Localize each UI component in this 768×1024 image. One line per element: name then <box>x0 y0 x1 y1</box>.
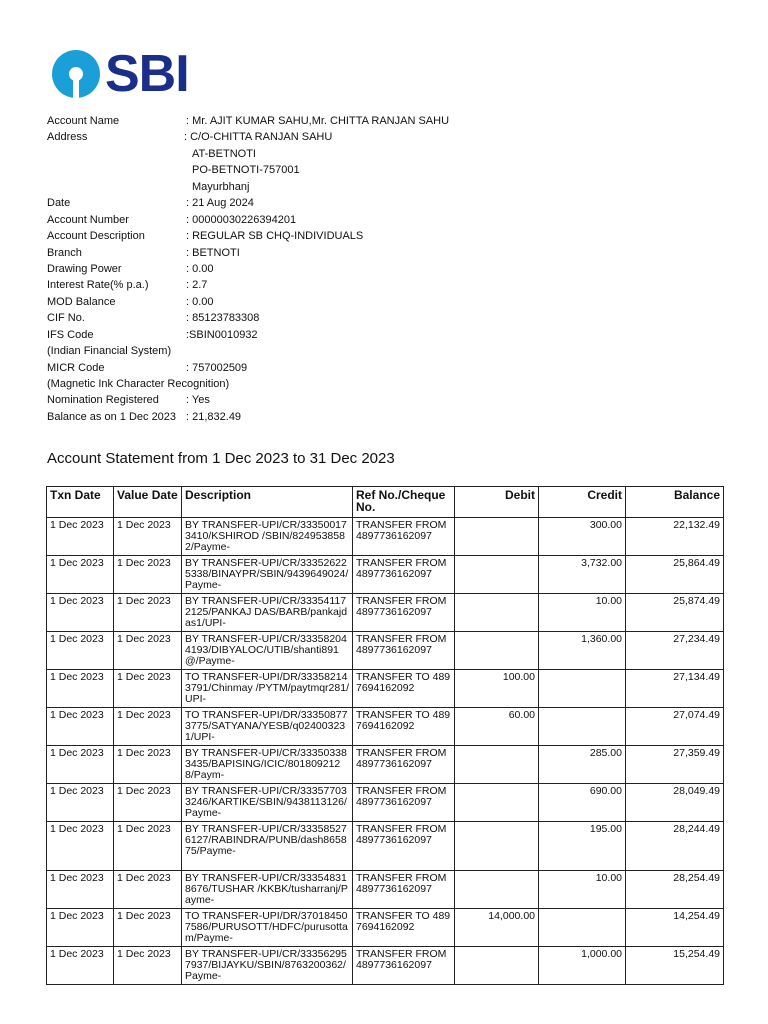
field-label: Account Description <box>47 230 145 243</box>
cell-balance: 28,244.49 <box>626 822 724 871</box>
cell-ref-no: TRANSFER TO 4897694162092 <box>353 670 455 708</box>
cell-value-date: 1 Dec 2023 <box>114 594 182 632</box>
field-value: :SBIN0010932 <box>186 328 258 341</box>
cell-description: BY TRANSFER-UPI/CR/333503383435/BAPISING/ICIC/8018092128/Paym- <box>182 746 353 784</box>
cell-txn-date: 1 Dec 2023 <box>47 556 114 594</box>
cell-credit <box>539 708 626 746</box>
cell-credit: 690.00 <box>539 784 626 822</box>
cell-ref-no: TRANSFER FROM 4897736162097 <box>353 746 455 784</box>
cell-description: BY TRANSFER-UPI/CR/333500173410/KSHIROD /SBIN/8249538582/Payme- <box>182 518 353 556</box>
cell-ref-no: TRANSFER TO 4897694162092 <box>353 708 455 746</box>
cell-txn-date: 1 Dec 2023 <box>47 871 114 909</box>
field-label: MICR Code <box>47 361 105 374</box>
cell-debit: 14,000.00 <box>455 909 539 947</box>
cell-debit: 100.00 <box>455 670 539 708</box>
cell-value-date: 1 Dec 2023 <box>114 708 182 746</box>
col-balance: Balance <box>626 487 724 518</box>
cell-ref-no: TRANSFER FROM 4897736162097 <box>353 784 455 822</box>
sbi-keyhole-icon <box>52 50 100 98</box>
cell-credit <box>539 909 626 947</box>
field-value: : 85123783308 <box>186 312 260 325</box>
cell-txn-date: 1 Dec 2023 <box>47 746 114 784</box>
field-label: Balance as on 1 Dec 2023 <box>47 410 177 423</box>
cell-txn-date: 1 Dec 2023 <box>47 670 114 708</box>
cell-value-date: 1 Dec 2023 <box>114 670 182 708</box>
cell-ref-no: TRANSFER FROM 4897736162097 <box>353 594 455 632</box>
field-value: Mayurbhanj <box>192 180 250 193</box>
field-label: CIF No. <box>47 312 85 325</box>
table-header-row <box>47 487 724 518</box>
cell-description: BY TRANSFER-UPI/CR/333526225338/BINAYPR/SBIN/9439649024/Payme- <box>182 556 353 594</box>
cell-credit: 195.00 <box>539 822 626 871</box>
field-value: : 0.00 <box>186 262 214 275</box>
cell-balance: 25,874.49 <box>626 594 724 632</box>
cell-ref-no: TRANSFER FROM 4897736162097 <box>353 518 455 556</box>
cell-txn-date: 1 Dec 2023 <box>47 518 114 556</box>
field-value: : REGULAR SB CHQ-INDIVIDUALS <box>186 230 364 243</box>
field-value: : 0.00 <box>186 295 214 308</box>
col-value-date: Value Date <box>114 487 182 518</box>
cell-debit <box>455 947 539 985</box>
cell-balance: 27,074.49 <box>626 708 724 746</box>
table-row <box>47 632 724 670</box>
field-value: : 00000030226394201 <box>186 213 297 226</box>
field-value: : 21,832.49 <box>186 410 242 423</box>
cell-ref-no: TRANSFER FROM 4897736162097 <box>353 556 455 594</box>
cell-value-date: 1 Dec 2023 <box>114 822 182 871</box>
field-label: Branch <box>47 246 82 259</box>
cell-txn-date: 1 Dec 2023 <box>47 594 114 632</box>
cell-value-date: 1 Dec 2023 <box>114 947 182 985</box>
field-value: : 21 Aug 2024 <box>186 197 254 210</box>
field-value: : 2.7 <box>186 279 208 292</box>
field-value: : BETNOTI <box>186 246 240 259</box>
cell-ref-no: TRANSFER FROM 4897736162097 <box>353 822 455 871</box>
cell-balance: 25,864.49 <box>626 556 724 594</box>
transactions-table <box>46 486 724 985</box>
sbi-logo <box>52 45 189 103</box>
cell-debit <box>455 556 539 594</box>
cell-balance: 27,134.49 <box>626 670 724 708</box>
cell-ref-no: TRANSFER FROM 4897736162097 <box>353 632 455 670</box>
cell-ref-no: TRANSFER FROM 4897736162097 <box>353 947 455 985</box>
col-description: Description <box>182 487 353 518</box>
cell-description: TO TRANSFER-UPI/DR/333582143791/Chinmay /PYTM/paytmqr281/UPI- <box>182 670 353 708</box>
cell-debit <box>455 632 539 670</box>
cell-credit: 285.00 <box>539 746 626 784</box>
table-row <box>47 594 724 632</box>
table-row <box>47 784 724 822</box>
cell-value-date: 1 Dec 2023 <box>114 518 182 556</box>
field-value: : 757002509 <box>186 361 248 374</box>
cell-credit: 300.00 <box>539 518 626 556</box>
cell-value-date: 1 Dec 2023 <box>114 871 182 909</box>
field-label: Date <box>47 197 71 210</box>
cell-credit: 1,360.00 <box>539 632 626 670</box>
cell-description: TO TRANSFER-UPI/DR/333508773775/SATYANA/YESB/q024003231/UPI- <box>182 708 353 746</box>
table-row <box>47 746 724 784</box>
col-debit: Debit <box>455 487 539 518</box>
cell-balance: 28,049.49 <box>626 784 724 822</box>
cell-txn-date: 1 Dec 2023 <box>47 708 114 746</box>
table-row <box>47 871 724 909</box>
cell-value-date: 1 Dec 2023 <box>114 556 182 594</box>
cell-credit: 3,732.00 <box>539 556 626 594</box>
table-row <box>47 518 724 556</box>
cell-credit: 1,000.00 <box>539 947 626 985</box>
cell-value-date: 1 Dec 2023 <box>114 909 182 947</box>
cell-credit <box>539 670 626 708</box>
cell-balance: 15,254.49 <box>626 947 724 985</box>
field-label: MOD Balance <box>47 295 116 308</box>
cell-description: BY TRANSFER-UPI/CR/333541172125/PANKAJ DAS/BARB/pankajdas1/UPI- <box>182 594 353 632</box>
field-value: : Yes <box>186 394 210 407</box>
field-value: : C/O-CHITTA RANJAN SAHU <box>184 131 333 144</box>
field-label: IFS Code <box>47 328 94 341</box>
cell-balance: 27,359.49 <box>626 746 724 784</box>
cell-description: BY TRANSFER-UPI/CR/333585276127/RABINDRA/PUNB/dash865875/Payme- <box>182 822 353 871</box>
table-row <box>47 708 724 746</box>
logo-text: SBI <box>105 45 189 103</box>
cell-value-date: 1 Dec 2023 <box>114 746 182 784</box>
cell-txn-date: 1 Dec 2023 <box>47 784 114 822</box>
cell-description: TO TRANSFER-UPI/DR/370184507586/PURUSOTT/HDFC/purusottam/Payme- <box>182 909 353 947</box>
cell-description: BY TRANSFER-UPI/CR/333548318676/TUSHAR /KKBK/tusharranj/Payme- <box>182 871 353 909</box>
table-row <box>47 556 724 594</box>
cell-value-date: 1 Dec 2023 <box>114 632 182 670</box>
field-label: (Indian Financial System) <box>47 345 172 358</box>
field-value: : Mr. AJIT KUMAR SAHU,Mr. CHITTA RANJAN SAHU <box>186 115 450 127</box>
cell-debit <box>455 594 539 632</box>
cell-debit <box>455 871 539 909</box>
cell-description: BY TRANSFER-UPI/CR/333582044193/DIBYALOC/UTIB/shanti891@/Payme- <box>182 632 353 670</box>
cell-debit: 60.00 <box>455 708 539 746</box>
cell-balance: 22,132.49 <box>626 518 724 556</box>
field-label: Account Name <box>47 115 120 127</box>
cell-description: BY TRANSFER-UPI/CR/333562957937/BIJAYKU/SBIN/8763200362/Payme- <box>182 947 353 985</box>
cell-description: BY TRANSFER-UPI/CR/333577033246/KARTIKE/SBIN/9438113126/Payme- <box>182 784 353 822</box>
cell-balance: 28,254.49 <box>626 871 724 909</box>
cell-txn-date: 1 Dec 2023 <box>47 632 114 670</box>
cell-ref-no: TRANSFER TO 4897694162092 <box>353 909 455 947</box>
cell-balance: 14,254.49 <box>626 909 724 947</box>
field-value: AT-BETNOTI <box>192 147 256 160</box>
col-txn-date: Txn Date <box>47 487 114 518</box>
cell-debit <box>455 746 539 784</box>
field-label: Account Number <box>47 213 129 226</box>
field-label: Drawing Power <box>47 262 122 275</box>
cell-balance: 27,234.49 <box>626 632 724 670</box>
field-label: Interest Rate(% p.a.) <box>47 279 149 292</box>
col-ref-no: Ref No./Cheque No. <box>353 487 455 518</box>
cell-credit: 10.00 <box>539 594 626 632</box>
field-label: (Magnetic Ink Character Recognition) <box>47 378 230 390</box>
table-row <box>47 947 724 985</box>
table-row <box>47 670 724 708</box>
table-row <box>47 822 724 871</box>
cell-debit <box>455 822 539 871</box>
cell-txn-date: 1 Dec 2023 <box>47 822 114 871</box>
table-row <box>47 909 724 947</box>
field-value: PO-BETNOTI-757001 <box>192 164 300 177</box>
field-label: Address <box>47 131 88 144</box>
col-credit: Credit <box>539 487 626 518</box>
statement-title: Account Statement from 1 Dec 2023 to 31 Dec 2023 <box>47 450 395 467</box>
field-label: Nomination Registered <box>47 394 159 407</box>
cell-debit <box>455 518 539 556</box>
cell-debit <box>455 784 539 822</box>
cell-ref-no: TRANSFER FROM 4897736162097 <box>353 871 455 909</box>
cell-value-date: 1 Dec 2023 <box>114 784 182 822</box>
cell-credit: 10.00 <box>539 871 626 909</box>
cell-txn-date: 1 Dec 2023 <box>47 909 114 947</box>
cell-txn-date: 1 Dec 2023 <box>47 947 114 985</box>
